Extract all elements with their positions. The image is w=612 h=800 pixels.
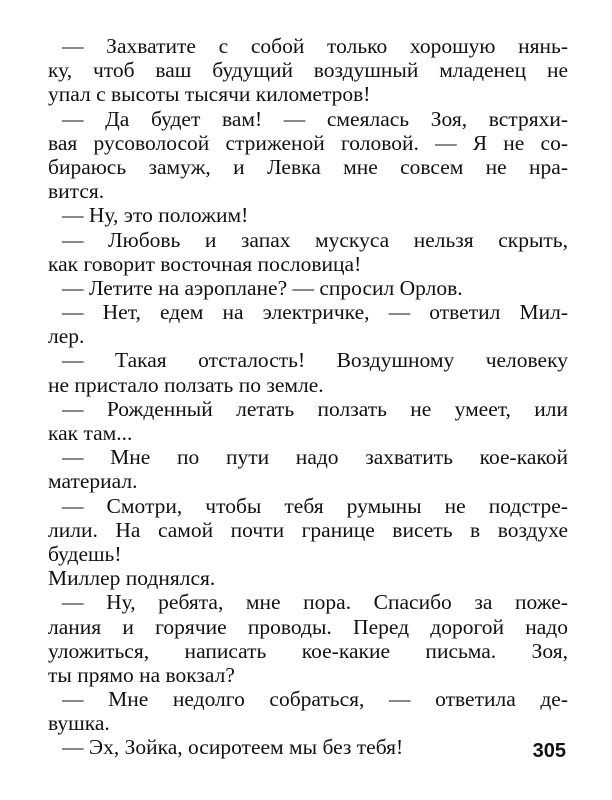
text-line: как говорит восточная пословица! — [48, 251, 362, 276]
text-line: — Любовь и запах мускуса нельзя скрыть, — [62, 227, 568, 252]
text-line: вая русоволосой стриженой головой. — Я не со- — [48, 130, 568, 155]
text-line: — Мне по пути надо захватить кое-какой — [62, 445, 568, 470]
text-line: — Ну, ребята, мне пора. Спасибо за поже- — [62, 590, 568, 615]
text-line: упал с высоты тысячи километров! — [48, 82, 371, 107]
text-line: — Нет, едем на электричке, — ответил Мил- — [62, 300, 568, 325]
text-line: Миллер поднялся. — [48, 566, 216, 591]
text-line: ку, чтоб ваш будущий воздушный младенец не — [48, 58, 568, 83]
text-line: лили. На самой почти границе висеть в воздухе — [48, 517, 568, 542]
text-line: — Захватите с собой только хорошую нянь- — [62, 34, 568, 58]
page-number: 305 — [532, 740, 566, 762]
text-line: ты прямо на вокзал? — [48, 662, 235, 687]
text-line: бираюсь замуж, и Левка мне совсем не нра- — [48, 154, 568, 179]
text-line: как там... — [48, 421, 133, 445]
text-line: материал. — [48, 469, 138, 494]
text-line: — Смотри, чтобы тебя румыны не подстре- — [62, 493, 568, 518]
text-line: лания и горячие проводы. Перед дорогой надо — [48, 614, 568, 639]
text-line: не пристало ползать по земле. — [48, 372, 324, 397]
text-line: будешь! — [48, 541, 122, 566]
text-line: — Да будет вам! — смеялась Зоя, встряхи- — [62, 106, 568, 131]
text-line: вушка. — [48, 711, 110, 736]
text-line: вится. — [48, 179, 105, 204]
text-line: — Летите на аэроплане? — спросил Орлов. — [62, 275, 463, 300]
text-line: — Мне недолго собраться, — ответила де- — [62, 687, 568, 712]
text-line: уложиться, написать кое-какие письма. Зоя, — [48, 638, 568, 663]
text-line: лер. — [48, 324, 85, 349]
text-line: — Такая отсталость! Воздушному человеку — [62, 348, 568, 373]
text-line: — Ну, это положим! — [62, 203, 249, 228]
text-line: — Рожденный летать ползать не умеет, или — [62, 396, 568, 421]
text-line: — Эх, Зойка, осиротеем мы без тебя! — [62, 735, 404, 760]
page-text — [48, 34, 568, 760]
